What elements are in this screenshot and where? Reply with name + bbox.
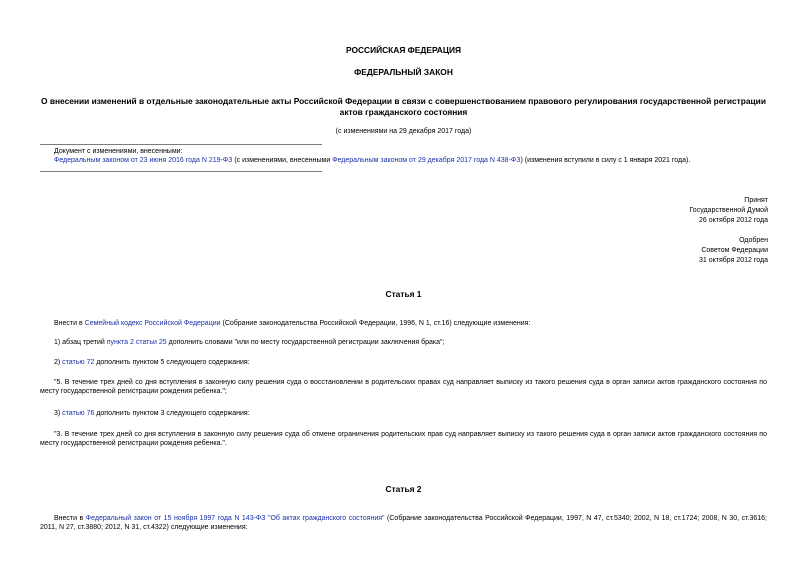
amendments-label: Документ с изменениями, внесенными: xyxy=(54,148,183,155)
article-1-item-2 xyxy=(40,358,767,367)
text-fragment: дополнить пунктом 3 следующего содержания: xyxy=(94,410,250,417)
divider-top xyxy=(40,144,322,145)
approved-label: Одобрен xyxy=(739,237,768,244)
text-fragment: 2) xyxy=(54,359,63,366)
approved-block xyxy=(699,236,768,266)
amendments-text-2: ) (изменения вступили в силу с 1 января 2021 года). xyxy=(520,157,691,164)
article-1-quote-5: "5. В течение трех дней со дня вступления в законную силу решения суда о восстановлении в родительских правах суд направляет выписку из такого решения суда в орган записи актов гражданского состояния по месту государственной регистрации рождения ребенка."; xyxy=(40,379,767,396)
approved-date: 31 октября 2012 года xyxy=(699,257,768,265)
article-2-paragraph-intro xyxy=(40,514,767,533)
approved-by: Советом Федерации xyxy=(701,247,768,255)
article-1-quote-3: "3. В течение трех дней со дня вступления в законную силу решения суда об отмене ограничения родительских прав суд направляет выписку из такого решения суда в орган записи актов гражданского состояния по месту государственной регистрации рождения ребенка.". xyxy=(40,431,767,448)
adopted-date: 26 октября 2012 года xyxy=(699,217,768,225)
amendment-link-438fz[interactable]: Федеральным законом от 29 декабря 2017 года N 438-ФЗ xyxy=(332,157,521,164)
text-fragment: Внести в xyxy=(54,320,85,327)
civil-status-acts-law-link[interactable]: Федеральный закон от 15 ноября 1997 года N 143-ФЗ "Об актах гражданского состояния" xyxy=(85,515,385,522)
article-25-link[interactable]: пункта 2 статьи 25 xyxy=(106,339,167,346)
amendments-text-1: (с изменениями, внесенными xyxy=(232,157,333,164)
amendments-line xyxy=(54,156,774,165)
text-fragment: 1) абзац третий xyxy=(54,339,107,346)
text-fragment: (Собрание законодательства Российской Федерации, 1997, N 47, ст.5340; 2002, N 18, ст.1724; 2008, N 30, ст.3616; 2011, N 27, ст.3880; 2012, N 31, ст.4322) следующие изменения: xyxy=(40,515,768,532)
article-1-heading: Статья 1 xyxy=(385,289,422,299)
adopted-by: Государственной Думой xyxy=(689,207,768,215)
adopted-label: Принят xyxy=(744,197,768,204)
law-type-heading: ФЕДЕРАЛЬНЫЙ ЗАКОН xyxy=(354,67,453,77)
adopted-block xyxy=(689,196,768,226)
divider-bottom xyxy=(40,171,322,172)
family-code-link[interactable]: Семейный кодекс Российской Федерации xyxy=(84,320,221,327)
country-heading: РОССИЙСКАЯ ФЕДЕРАЦИЯ xyxy=(345,45,462,55)
article-1-item-1 xyxy=(40,338,767,347)
article-2-heading: Статья 2 xyxy=(385,484,422,494)
article-1-item-3 xyxy=(40,409,767,418)
article-76-link[interactable]: статью 76 xyxy=(62,410,95,417)
text-fragment: (Собрание законодательства Российской Федерации, 1996, N 1, ст.16) следующие изменения: xyxy=(220,320,531,327)
text-fragment: дополнить пунктом 5 следующего содержания: xyxy=(94,359,250,366)
law-title: О внесении изменений в отдельные законодательные акты Российской Федерации в связи с совершенствованием правового регулирования государственной регистрации актов гражданского состояния xyxy=(41,96,766,117)
changes-note: (с изменениями на 29 декабря 2017 года) xyxy=(335,128,472,135)
text-fragment: Внести в xyxy=(54,515,86,522)
text-fragment: дополнить словами "или по месту государственной регистрации заключения брака"; xyxy=(166,339,445,346)
article-1-paragraph-intro xyxy=(40,319,767,328)
article-72-link[interactable]: статью 72 xyxy=(62,359,95,366)
text-fragment: 3) xyxy=(54,410,63,417)
amendment-link-219fz[interactable]: Федеральным законом от 23 июня 2016 года N 219-ФЗ xyxy=(54,157,233,164)
